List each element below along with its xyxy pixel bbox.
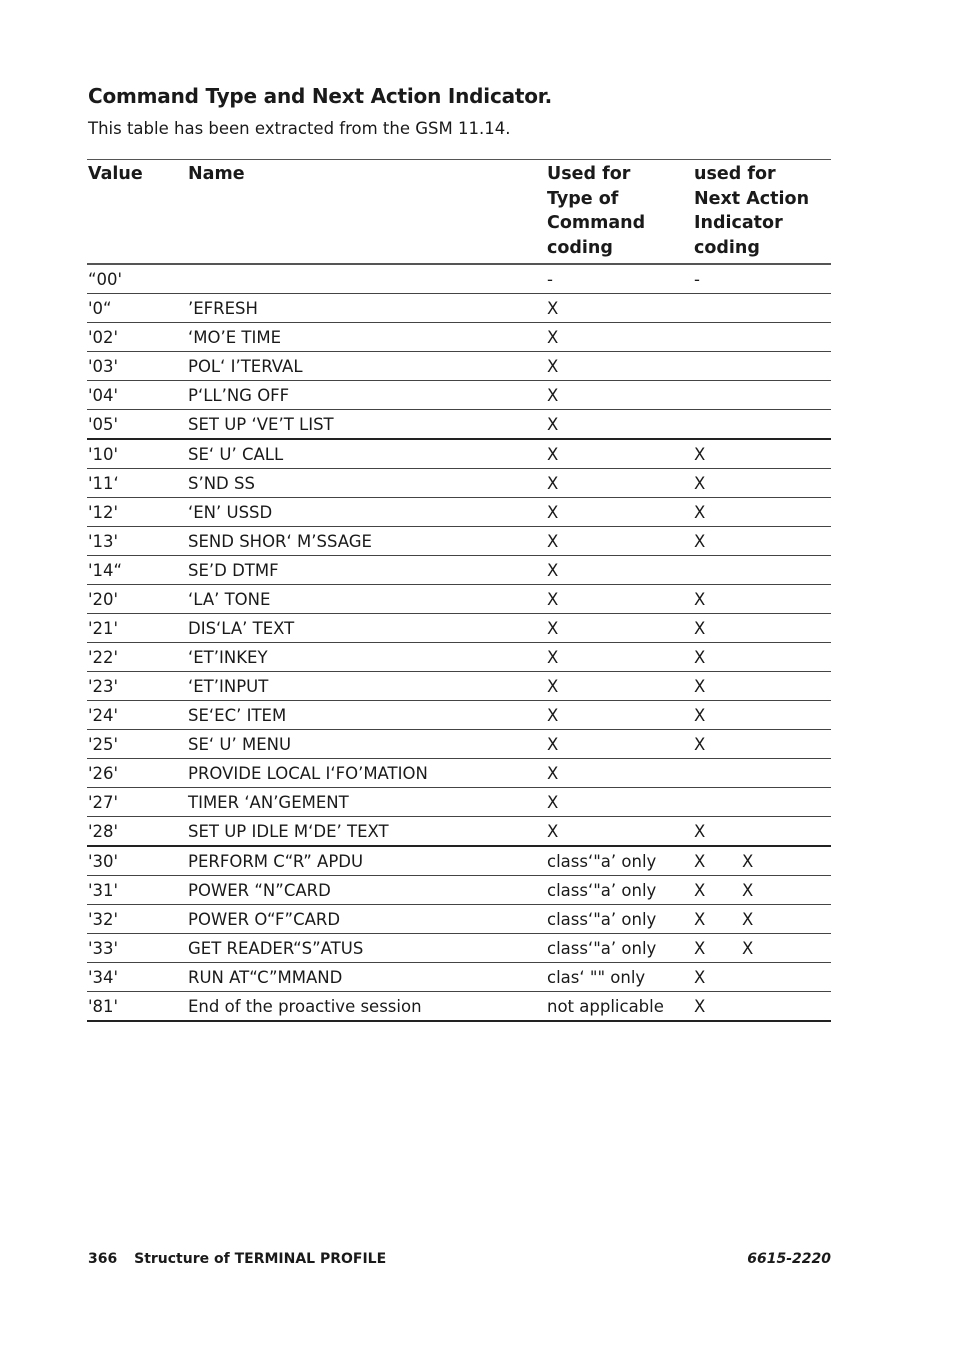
cell-value: '31' [87, 876, 187, 905]
next-action-mark: X [694, 589, 706, 609]
table-row [87, 701, 831, 730]
table-row [87, 264, 831, 294]
cell-value: '20' [87, 585, 187, 614]
cell-type-of-command: class‘"a’ only [546, 905, 693, 934]
cell-next-action [693, 410, 831, 440]
cell-name: ‘ET’INKEY [187, 643, 546, 672]
table-row [87, 643, 831, 672]
header-line: Used for [547, 164, 631, 184]
cell-type-of-command: X [546, 410, 693, 440]
cell-value: '22' [87, 643, 187, 672]
cell-name: S’ND SS [187, 469, 546, 498]
cell-value: '28' [87, 817, 187, 847]
cell-type-of-command: X [546, 439, 693, 469]
cell-next-action [693, 992, 831, 1022]
header-line: Indicator [694, 213, 783, 233]
cell-next-action [693, 934, 831, 963]
cell-name: PROVIDE LOCAL I‘FO’MATION [187, 759, 546, 788]
cell-value: '24' [87, 701, 187, 730]
cell-next-action [693, 730, 831, 759]
cell-type-of-command: clas‘ "" only [546, 963, 693, 992]
table-row [87, 585, 831, 614]
table-row [87, 759, 831, 788]
cell-value: '32' [87, 905, 187, 934]
table-row [87, 294, 831, 323]
footer-section-title: TERMINAL PROFILE [234, 1251, 387, 1267]
next-action-mark: - [694, 269, 700, 289]
header-line: coding [694, 237, 760, 258]
cell-type-of-command: class‘"a’ only [546, 846, 693, 876]
table-row [87, 469, 831, 498]
column-header-value: Value [87, 160, 187, 265]
cell-value: '0“ [87, 294, 187, 323]
cell-name: SET UP ‘VE’T LIST [187, 410, 546, 440]
table-row [87, 817, 831, 847]
next-action-extra-mark: X [742, 851, 754, 871]
table-row [87, 934, 831, 963]
next-action-mark: X [694, 938, 706, 958]
cell-next-action [693, 759, 831, 788]
cell-next-action [693, 701, 831, 730]
cell-next-action [693, 323, 831, 352]
cell-next-action [693, 643, 831, 672]
cell-next-action [693, 788, 831, 817]
header-line: used for [694, 164, 776, 184]
cell-name: P‘LL’NG OFF [187, 381, 546, 410]
cell-type-of-command: X [546, 585, 693, 614]
cell-next-action [693, 963, 831, 992]
cell-next-action [693, 439, 831, 469]
table-row [87, 323, 831, 352]
cell-name: SE‘EC’ ITEM [187, 701, 546, 730]
header-line: Command [547, 213, 646, 233]
cell-name: RUN AT“C”MMAND [187, 963, 546, 992]
cell-name: ‘MO’E TIME [187, 323, 546, 352]
cell-name: End of the proactive session [187, 992, 546, 1022]
next-action-mark: X [694, 967, 706, 987]
cell-name: GET READER“S”ATUS [187, 934, 546, 963]
cell-value: '27' [87, 788, 187, 817]
next-action-mark: X [694, 444, 706, 464]
table-row [87, 498, 831, 527]
cell-next-action [693, 585, 831, 614]
cell-value: '04' [87, 381, 187, 410]
cell-type-of-command: X [546, 788, 693, 817]
next-action-mark: X [694, 734, 706, 754]
table-row [87, 788, 831, 817]
next-action-mark: X [694, 473, 706, 493]
cell-name: POWER O“F”CARD [187, 905, 546, 934]
cell-type-of-command: not applicable [546, 992, 693, 1022]
cell-type-of-command: X [546, 614, 693, 643]
next-action-mark: X [694, 676, 706, 696]
next-action-mark: X [694, 647, 706, 667]
cell-next-action [693, 556, 831, 585]
cell-next-action [693, 498, 831, 527]
column-header-name: Name [187, 160, 546, 265]
cell-value: “00' [87, 264, 187, 294]
next-action-mark: X [694, 909, 706, 929]
next-action-mark: X [694, 996, 706, 1016]
cell-value: '10' [87, 439, 187, 469]
cell-name: SE’D DTMF [187, 556, 546, 585]
table-row [87, 992, 831, 1022]
table-body [87, 264, 831, 1021]
next-action-extra-mark: X [742, 909, 754, 929]
cell-value: '21' [87, 614, 187, 643]
cell-next-action [693, 905, 831, 934]
cell-value: '33' [87, 934, 187, 963]
next-action-extra-mark: X [742, 880, 754, 900]
table-header-row [87, 160, 831, 265]
cell-next-action [693, 614, 831, 643]
table-row [87, 846, 831, 876]
cell-type-of-command: - [546, 264, 693, 294]
cell-next-action [693, 846, 831, 876]
cell-type-of-command: X [546, 352, 693, 381]
next-action-extra-mark: X [742, 938, 754, 958]
table-row [87, 352, 831, 381]
document-id: 6615-2220 [747, 1251, 831, 1267]
cell-type-of-command: X [546, 556, 693, 585]
cell-next-action [693, 876, 831, 905]
cell-next-action [693, 352, 831, 381]
cell-type-of-command: X [546, 381, 693, 410]
next-action-mark: X [694, 821, 706, 841]
cell-type-of-command: X [546, 498, 693, 527]
table-row [87, 730, 831, 759]
cell-next-action [693, 264, 831, 294]
page-number: 366 [88, 1251, 118, 1267]
table-row [87, 381, 831, 410]
table-row [87, 556, 831, 585]
cell-value: '30' [87, 846, 187, 876]
table-row [87, 905, 831, 934]
cell-value: '12' [87, 498, 187, 527]
header-line: Type of [547, 188, 619, 209]
cell-name: TIMER ‘AN’GEMENT [187, 788, 546, 817]
cell-name: SET UP IDLE M‘DE’ TEXT [187, 817, 546, 847]
table-row [87, 963, 831, 992]
cell-value: '13' [87, 527, 187, 556]
cell-type-of-command: X [546, 643, 693, 672]
command-type-table [87, 159, 831, 1022]
section-heading: Command Type and Next Action Indicator. [88, 84, 553, 108]
cell-next-action [693, 381, 831, 410]
cell-next-action [693, 672, 831, 701]
cell-next-action [693, 527, 831, 556]
cell-name: SEND SHOR‘ M’SSAGE [187, 527, 546, 556]
cell-type-of-command: X [546, 294, 693, 323]
cell-type-of-command: X [546, 672, 693, 701]
cell-type-of-command: X [546, 701, 693, 730]
cell-name: ’EFRESH [187, 294, 546, 323]
cell-value: '03' [87, 352, 187, 381]
cell-name: POL‘ I’TERVAL [187, 352, 546, 381]
next-action-mark: X [694, 880, 706, 900]
cell-value: '34' [87, 963, 187, 992]
cell-name: POWER “N”CARD [187, 876, 546, 905]
cell-type-of-command: X [546, 817, 693, 847]
table-row [87, 439, 831, 469]
table-row [87, 672, 831, 701]
header-line: coding [547, 237, 613, 258]
next-action-mark: X [694, 502, 706, 522]
cell-name: SE‘ U’ MENU [187, 730, 546, 759]
next-action-mark: X [694, 618, 706, 638]
cell-name [187, 264, 546, 294]
cell-next-action [693, 469, 831, 498]
cell-type-of-command: class‘"a’ only [546, 876, 693, 905]
cell-next-action [693, 817, 831, 847]
next-action-mark: X [694, 851, 706, 871]
header-line: Next Action [694, 188, 810, 209]
cell-value: '23' [87, 672, 187, 701]
table-row [87, 876, 831, 905]
next-action-mark: X [694, 705, 706, 725]
table-row [87, 614, 831, 643]
intro-text: This table has been extracted from the GSM 11.14. [88, 119, 511, 138]
cell-name: ‘ET’INPUT [187, 672, 546, 701]
cell-value: '26' [87, 759, 187, 788]
cell-value: '11‘ [87, 469, 187, 498]
table-row [87, 527, 831, 556]
cell-type-of-command: class‘"a’ only [546, 934, 693, 963]
cell-name: ‘LA’ TONE [187, 585, 546, 614]
cell-value: '25' [87, 730, 187, 759]
cell-name: PERFORM C“R” APDU [187, 846, 546, 876]
cell-type-of-command: X [546, 323, 693, 352]
cell-name: ‘EN’ USSD [187, 498, 546, 527]
cell-type-of-command: X [546, 730, 693, 759]
cell-value: '05' [87, 410, 187, 440]
column-header-next-action [693, 160, 831, 265]
cell-value: '02' [87, 323, 187, 352]
table-row [87, 410, 831, 440]
cell-name: DIS‘LA’ TEXT [187, 614, 546, 643]
next-action-mark: X [694, 531, 706, 551]
cell-value: '81' [87, 992, 187, 1022]
column-header-type-of-command [546, 160, 693, 265]
cell-value: '14“ [87, 556, 187, 585]
footer-section-prefix: Structure of [134, 1251, 230, 1267]
cell-type-of-command: X [546, 759, 693, 788]
page-footer [88, 1251, 831, 1267]
cell-type-of-command: X [546, 469, 693, 498]
cell-name: SE‘ U’ CALL [187, 439, 546, 469]
cell-type-of-command: X [546, 527, 693, 556]
cell-next-action [693, 294, 831, 323]
